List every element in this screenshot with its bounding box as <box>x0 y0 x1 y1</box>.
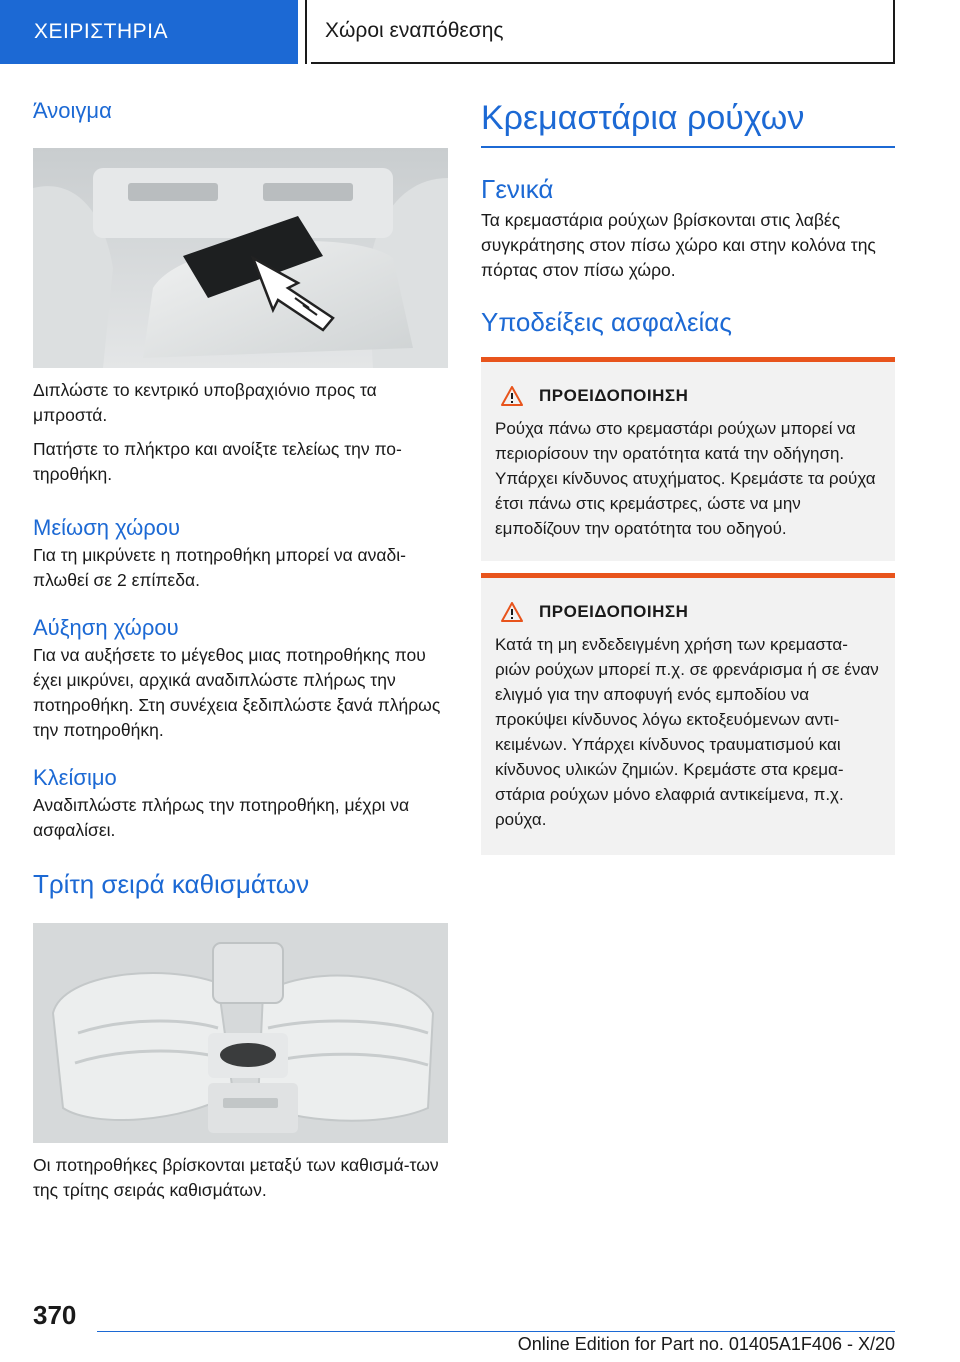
general-heading: Γενικά <box>481 174 554 204</box>
warning-header <box>495 384 883 408</box>
warning-header <box>495 600 883 624</box>
warning-title: ΠΡΟΕΙΔΟΠΟΙΗΣΗ <box>539 602 689 621</box>
clothes-hooks-heading: Κρεμαστάρια ρούχων <box>481 96 895 148</box>
warning-triangle-icon <box>501 602 523 622</box>
opening-step-1: Διπλώστε το κεντρικό υποβραχιόνιο προς τα μπροστά. <box>33 380 377 425</box>
left-column <box>33 96 448 1203</box>
third-row-cupholder-photo <box>33 923 448 1143</box>
right-column <box>481 96 895 855</box>
warning-triangle-icon <box>501 386 523 406</box>
warning-box-1 <box>481 357 895 561</box>
warning-text: Ρούχα πάνω στο κρεμαστάρι ρούχων μπορεί να περιορίσουν την ορατότητα κατά την οδήγηση. Υπάρχει κίνδυνος ατυχήματος. Κρεμάστε τα ρούχα έτσι πάνω στις κρεμάστρες, ώστε να μην εμποδίζουν την ορατότητα του οδηγού. <box>495 419 876 538</box>
general-text: Τα κρεμαστάρια ρούχων βρίσκονται στις λαβές συγκράτησης στον πίσω χώρο και στην κολόνα της πόρτας στον πίσω χώρο. <box>481 210 876 280</box>
warning-text: Κατά τη μη ενδεδειγμένη χρήση των κρεμαστα-ριών ρούχων μπορεί π.χ. σε φρενάρισμα ή σε έναν ελιγμό για την αποφυγή ενός εμποδίου να προκύψει κίνδυνος λόγω εκτοξευόμενων αντι-κειμένων. Υπάρχει κίνδυνος τραυματισμού και κίνδυνος υλικών ζημιών. Κρεμάστε στα κρεμα-στάρια ρούχων μόνο ελαφριά αντικείμενα, π.χ. ρούχα. <box>495 635 879 829</box>
increase-heading: Αύξηση χώρου <box>33 615 179 640</box>
third-row-heading: Τρίτη σειρά καθισμάτων <box>33 869 310 899</box>
armrest-console-photo <box>33 148 448 368</box>
page-number: 370 <box>33 1300 77 1330</box>
warning-title: ΠΡΟΕΙΔΟΠΟΙΗΣΗ <box>539 386 689 405</box>
safety-heading: Υποδείξεις ασφαλείας <box>481 307 732 337</box>
section-title: Χώροι εναπόθεσης <box>311 0 895 64</box>
reduce-text: Για τη μικρύνετε η ποτηροθήκη μπορεί να αναδι-πλωθεί σε 2 επίπεδα. <box>33 545 407 590</box>
warning-box-2 <box>481 573 895 855</box>
footer-rule <box>97 1331 895 1332</box>
close-text: Αναδιπλώστε πλήρως την ποτηροθήκη, μέχρι να ασφαλίσει. <box>33 795 410 840</box>
chapter-tab[interactable]: ΧΕΙΡΙΣΤΗΡΙΑ <box>0 0 298 64</box>
opening-heading: Άνοιγμα <box>33 98 112 123</box>
third-row-text: Οι ποτηροθήκες βρίσκονται μεταξύ των καθισμά-των της τρίτης σειράς καθισμάτων. <box>33 1155 439 1200</box>
header-divider <box>305 0 307 64</box>
increase-text: Για να αυξήσετε το μέγεθος μιας ποτηροθήκης που έχει μικρύνει, αρχικά αναδιπλώστε πλήρως την ποτηροθήκη. Στη συνέχεια ξεδιπλώστε ξανά πλήρως την ποτηροθήκη. <box>33 645 441 740</box>
footer-edition: Online Edition for Part no. 01405A1F406 - X/20 <box>517 1334 895 1354</box>
third-row-seats-illustration <box>33 923 448 1143</box>
reduce-heading: Μείωση χώρου <box>33 515 181 540</box>
opening-step-2: Πατήστε το πλήκτρο και ανοίξτε τελείως την πο-τηροθήκη. <box>33 439 402 484</box>
close-heading: Κλείσιμο <box>33 765 117 790</box>
armrest-console-illustration <box>33 148 448 368</box>
